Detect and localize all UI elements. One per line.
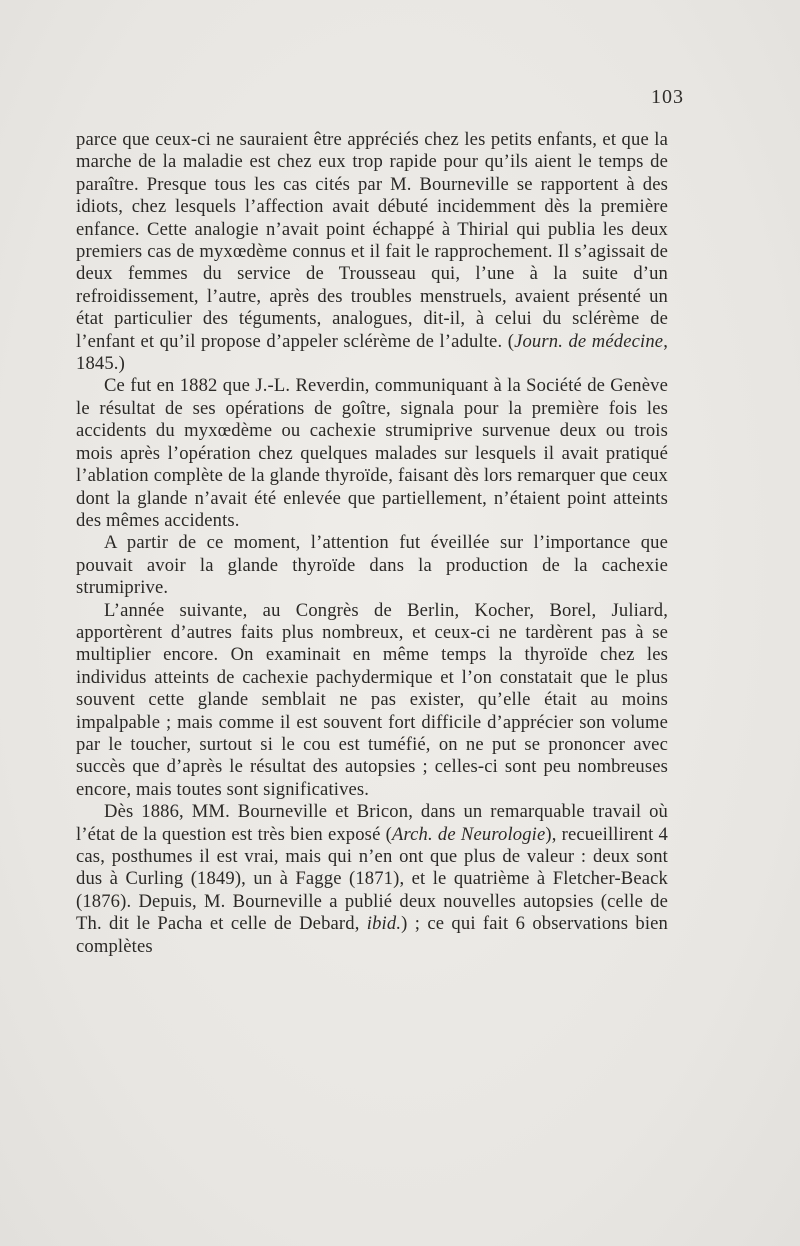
text-segment: parce que ceux-ci ne sauraient être appréciés chez les petits enfants, et que la marche de la maladie est chez eux trop rapide pour qu’ils aient le temps de paraître. Presque tous les cas cités par M. Bourneville se rapportent à des idiots, chez lesquels l’affection avait débuté incidemment dès la première enfance. Cette analogie n’avait point échappé à Thirial qui publia les deux premiers cas de myxœdème connus et il fait le rapprochement. Il s’agissait de deux femmes du service de Trousseau qui, l’une à la suite d’un refroidissement, l’autre, après des troubles menstruels, avaient présenté un état particulier des téguments, analogues, dit-il, à celui du sclérème de l’enfant et qu’il propose d’appeler sclérème de l’adulte. ( <box>76 129 668 352</box>
text-segment: Dès 1886, MM. Bourneville et Bricon, dans un remarquable travail où l’état de la question est très bien exposé ( <box>76 801 668 845</box>
citation-ibid: ibid. <box>366 913 402 935</box>
text-segment: A partir de ce moment, l’attention fut éveillée sur l’importance que pouvait avoir la glande thyroïde dans la production de la cachexie strumiprive. <box>76 532 668 599</box>
paragraph <box>76 600 668 802</box>
citation-journal: Arch. de Neurologie <box>391 823 546 845</box>
text-segment: , 1845.) <box>76 330 669 375</box>
text-segment: ) ; ce qui fait 6 observations bien complètes <box>76 913 668 957</box>
text-segment: Ce fut en 1882 que J.-L. Reverdin, communiquant à la Société de Genève le résultat de ses opérations de goître, signala pour la première fois les accidents du myxœdème ou cachexie strumiprive survenue deux ou trois mois après l’opération chez quelques malades sur lesquels il avait pratiqué l’ablation complète de la glande thyroïde, faisant dès lors remarquer que ceux dont la glande n’avait été enlevée que partiellement, n’étaient point atteints des mêmes accidents. <box>76 375 668 531</box>
paragraph <box>76 129 668 375</box>
text-segment: ), recueillirent 4 cas, posthumes il est vrai, mais qui n’en ont que plus de valeur : deux sont dus à Curling (1849), un à Fagge (1871), et le quatrième à Fletcher-Beack (1876). Depuis, M. Bourneville a publié deux nouvelles autopsies (celle de Th. dit le Pacha et celle de Debard, <box>76 823 669 935</box>
paragraph <box>76 532 668 599</box>
text-segment: L’année suivante, au Congrès de Berlin, Kocher, Borel, Juliard, apportèrent d’autres faits plus nombreux, et ceux-ci ne tardèrent pas à se multiplier encore. On examinait en même temps la thyroïde chez les individus atteints de cachexie pachydermique et l’on constatait que le plus souvent cette glande semblait ne pas exister, qu’elle était au moins impalpable ; mais comme il est souvent fort difficile d’apprécier son volume par le toucher, surtout si le cou est tuméfié, on ne put se prononcer avec succès que d’après le résultat des autopsies ; celles-ci sont peu nombreuses encore, mais toutes sont significatives. <box>76 599 668 800</box>
paragraph <box>76 801 668 958</box>
citation-journal: Journ. de médecine <box>514 330 664 352</box>
page-number: 103 <box>651 86 684 108</box>
paragraph <box>76 375 668 532</box>
body-text <box>76 129 668 958</box>
